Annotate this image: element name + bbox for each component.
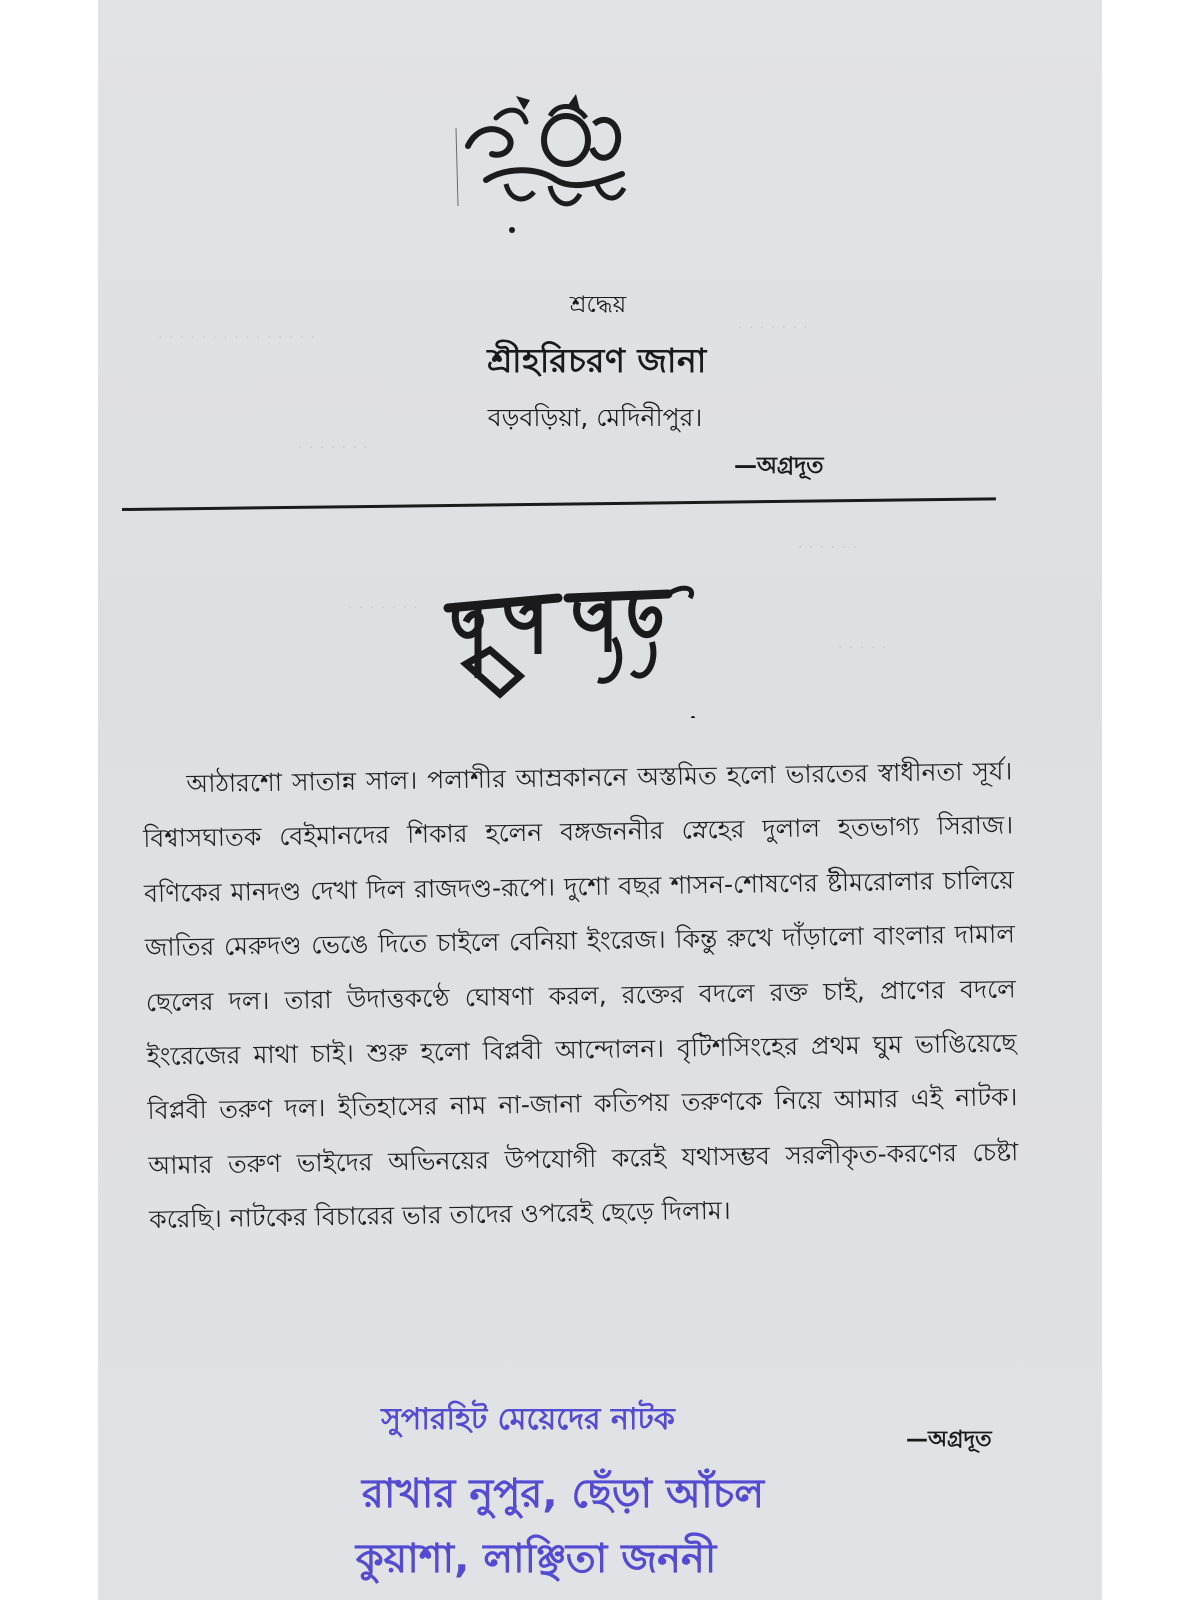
preface-signature: —অগ্রদূত: [906, 1427, 992, 1452]
section-divider: [122, 497, 996, 511]
bleed-through-text: · · · · · · ·: [348, 600, 419, 616]
dedication-place: বড়বড়িয়া, মেদিনীপুর।: [487, 403, 703, 432]
dedication-name: শ্রীহরিচরণ জানা: [487, 341, 707, 380]
preface-paragraph: আঠারশো সাতান্ন সাল। পলাশীর আম্রকাননে অস্তমিত হলো ভারতের স্বাধীনতা সূর্য। বিশ্বাসঘাতক বেইমানদের শিকার হলেন বঙ্গজননীর স্নেহের দুলাল হতভাগ্য সিরাজ। বণিকের মানদণ্ড দেখা দিল রাজদণ্ড-রূপে। দুশো বছর শাসন-শোষণের ষ্টীমরোলার চালিয়ে জাতির মেরুদণ্ড ভেঙে দিতে চাইলে বেনিয়া ইংরেজ। কিন্তু রুখে দাঁড়ালো বাংলার দামাল ছেলের দল। তারা উদাত্তকণ্ঠে ঘোষণা করল, রক্তের বদলে রক্ত চাই, প্রাণের বদলে ইংরেজের মাথা চাই। শুরু হলো বিপ্লবী আন্দোলন। বৃটিশসিংহের প্রথম ঘুম ভাঙিয়েছে বিপ্লবী তরুণ দল। ইতিহাসের নাম না-জানা কতিপয় তরুণকে নিয়ে আমার এই নাটক। আমার তরুণ ভাইদের অভিনয়ের উপযোগী করেই যথাসম্ভব সরলীকৃত-করণের চেষ্টা করেছি। নাটকের বিচারের ভার তাদের ওপরেই ছেড়ে দিলাম।: [143, 756, 1019, 1235]
bleed-through-text: · · · · ·: [838, 640, 888, 656]
stamp-line-3: কুয়াশা, লাঞ্ছিতা জননী: [355, 1536, 717, 1582]
bleed-through-text: · · · · · · · · · · · · · · ·: [158, 330, 317, 346]
bleed-through-text: · · · · · · ·: [738, 320, 809, 336]
bleed-through-text: · · · · · · ·: [298, 440, 369, 456]
title-artwork: [438, 568, 708, 718]
stamp-line-2: রাখার নুপুর, ছেঁড়া আঁচল: [361, 1471, 765, 1517]
dedication-signature: —অগ্রদূত: [734, 453, 824, 479]
bleed-through-text: · · · · · ·: [798, 540, 858, 556]
stamp-line-1: সুপারহিট মেয়েদের নাটক: [381, 1402, 675, 1437]
dedication-emblem: [446, 88, 636, 238]
dedication-honorific: শ্রদ্ধেয়: [569, 292, 627, 318]
book-page: [98, 0, 1102, 1600]
